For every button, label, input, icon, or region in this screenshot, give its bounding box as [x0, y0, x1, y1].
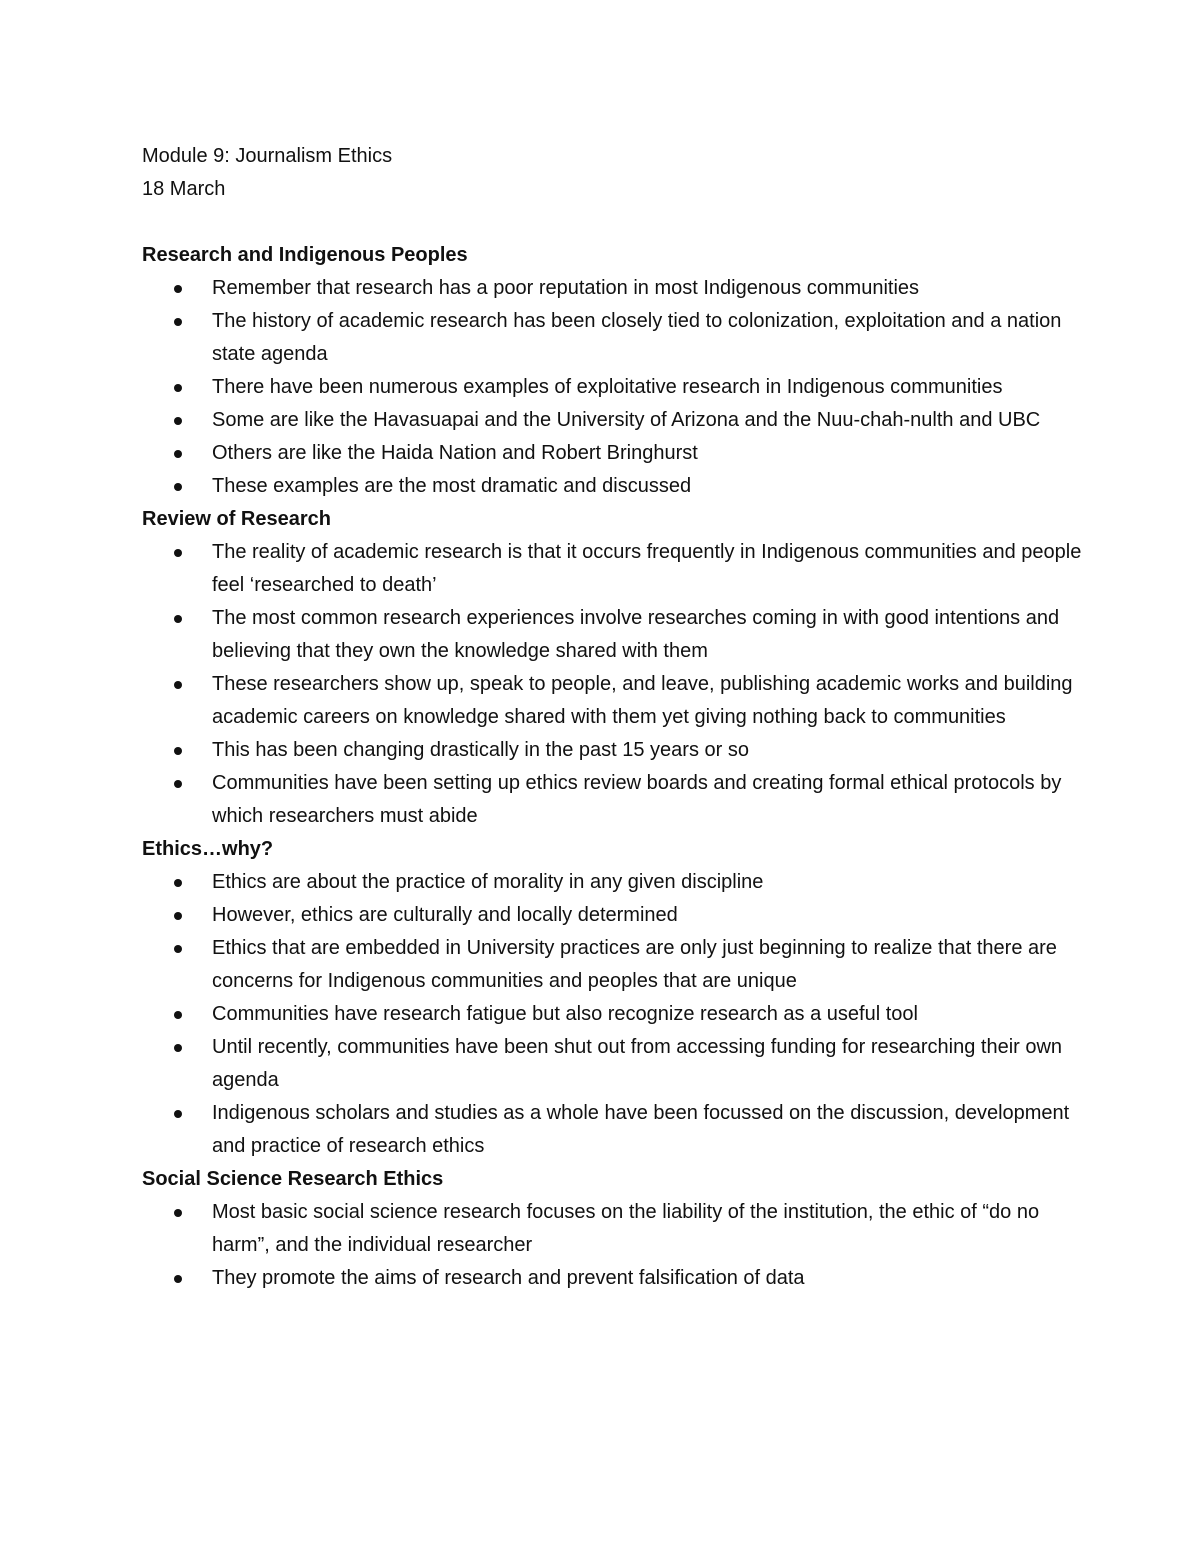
bullet-list: [142, 1196, 1082, 1295]
bullet-icon: [174, 483, 182, 491]
list-item: Remember that research has a poor reputation in most Indigenous communities: [142, 272, 1082, 305]
bullet-icon: [174, 384, 182, 392]
list-item: They promote the aims of research and prevent falsification of data: [142, 1262, 1082, 1295]
bullet-icon: [174, 1110, 182, 1118]
bullet-icon: [174, 1011, 182, 1019]
bullet-icon: [174, 780, 182, 788]
list-item: Ethics are about the practice of morality in any given discipline: [142, 866, 1082, 899]
bullet-icon: [174, 879, 182, 887]
section-heading: Research and Indigenous Peoples: [142, 244, 468, 266]
list-item: However, ethics are culturally and locally determined: [142, 899, 1082, 932]
list-item: Some are like the Havasuapai and the University of Arizona and the Nuu-chah-nulth and UBC: [142, 404, 1082, 437]
list-item: This has been changing drastically in the past 15 years or so: [142, 734, 1082, 767]
bullet-icon: [174, 549, 182, 557]
bullet-icon: [174, 747, 182, 755]
bullet-icon: [174, 450, 182, 458]
bullet-icon: [174, 417, 182, 425]
bullet-icon: [174, 318, 182, 326]
bullet-icon: [174, 285, 182, 293]
bullet-list: [142, 536, 1082, 833]
list-item: These examples are the most dramatic and discussed: [142, 470, 1082, 503]
list-item: There have been numerous examples of exploitative research in Indigenous communities: [142, 371, 1082, 404]
blank-line: [142, 206, 1082, 239]
document-body: [142, 140, 1082, 1295]
list-item: Indigenous scholars and studies as a whole have been focussed on the discussion, development and practice of research ethics: [142, 1097, 1082, 1163]
list-item: The history of academic research has been closely tied to colonization, exploitation and a nation state agenda: [142, 305, 1082, 371]
list-item: The most common research experiences involve researches coming in with good intentions and believing that they own the knowledge shared with them: [142, 602, 1082, 668]
list-item: Others are like the Haida Nation and Robert Bringhurst: [142, 437, 1082, 470]
list-item: Most basic social science research focuses on the liability of the institution, the ethic of “do no harm”, and the individual researcher: [142, 1196, 1082, 1262]
bullet-icon: [174, 1275, 182, 1283]
bullet-icon: [174, 945, 182, 953]
document-title: Module 9: Journalism Ethics: [142, 145, 393, 167]
list-item: Until recently, communities have been shut out from accessing funding for researching their own agenda: [142, 1031, 1082, 1097]
list-item: These researchers show up, speak to people, and leave, publishing academic works and building academic careers on knowledge shared with them yet giving nothing back to communities: [142, 668, 1082, 734]
bullet-icon: [174, 1209, 182, 1217]
bullet-icon: [174, 681, 182, 689]
list-item: Communities have been setting up ethics review boards and creating formal ethical protocols by which researchers must abide: [142, 767, 1082, 833]
bullet-icon: [174, 912, 182, 920]
bullet-list: [142, 866, 1082, 1163]
bullet-icon: [174, 1044, 182, 1052]
section-heading: Ethics…why?: [142, 838, 274, 860]
section-heading: Social Science Research Ethics: [142, 1168, 444, 1190]
list-item: Communities have research fatigue but also recognize research as a useful tool: [142, 998, 1082, 1031]
bullet-list: [142, 272, 1082, 503]
document-date: 18 March: [142, 178, 226, 200]
bullet-icon: [174, 615, 182, 623]
list-item: Ethics that are embedded in University practices are only just beginning to realize that there are concerns for Indigenous communities and peoples that are unique: [142, 932, 1082, 998]
list-item: The reality of academic research is that it occurs frequently in Indigenous communities and people feel ‘researched to death’: [142, 536, 1082, 602]
section-heading: Review of Research: [142, 508, 331, 530]
